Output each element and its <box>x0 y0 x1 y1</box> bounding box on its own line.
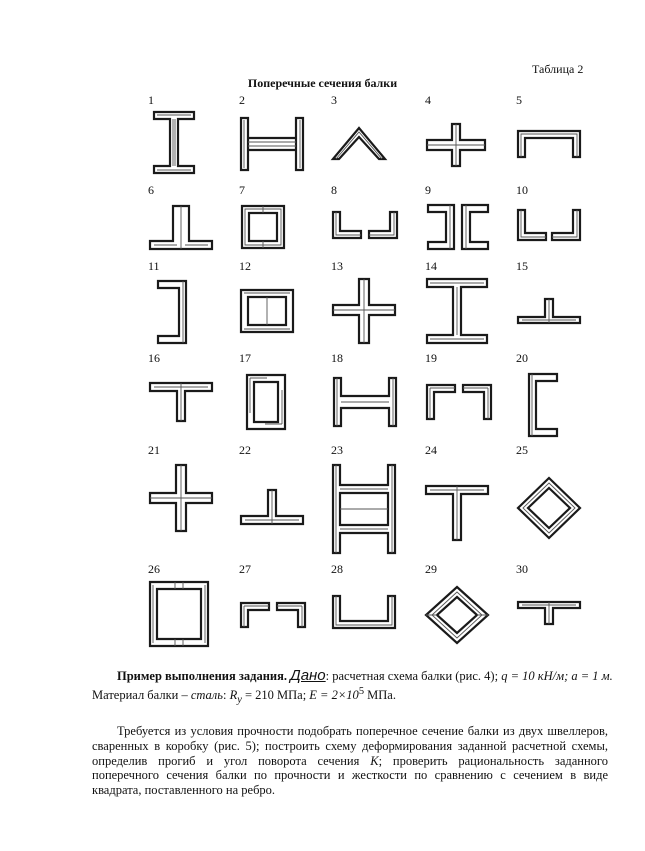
example-paragraph <box>92 667 613 708</box>
ry-symbol: R <box>229 688 238 703</box>
section-double-h <box>331 463 397 555</box>
section-two-channels-web <box>239 116 305 172</box>
section-channel-flanges-down <box>516 128 582 160</box>
figure-number: 13 <box>331 259 343 273</box>
figure-number: 24 <box>425 443 437 457</box>
a-value: a = 1 м. <box>571 669 613 683</box>
figure-number: 6 <box>148 183 154 197</box>
section-two-angles-top-apart <box>239 601 307 629</box>
material-value: сталь <box>190 688 223 703</box>
figure-number: 8 <box>331 183 337 197</box>
figure-number: 9 <box>425 183 431 197</box>
figure-number: 16 <box>148 351 160 365</box>
figure-number: 11 <box>148 259 160 273</box>
figure-number: 23 <box>331 443 343 457</box>
task-text-b: ; проверить рациональность заданного поперечного сечения балки по прочности и жесткости по сравнению с сечением в виде квадрата, поставленного на ребро. <box>92 753 608 798</box>
section-two-angles-tee <box>148 203 214 251</box>
section-two-channels-back <box>426 203 490 251</box>
section-tee-down-wide <box>424 484 490 542</box>
section-tee-down-thin <box>516 600 582 626</box>
e-value: E = 2×10 <box>309 688 359 703</box>
figure-number: 25 <box>516 443 528 457</box>
section-i-beam-heavy <box>425 277 489 345</box>
material-colon: : <box>222 688 230 703</box>
figure-number: 19 <box>425 351 437 365</box>
figure-number: 7 <box>239 183 245 197</box>
figure-number: 17 <box>239 351 251 365</box>
figure-number: 15 <box>516 259 528 273</box>
ry-subscript: y <box>237 694 242 706</box>
section-angles-box <box>240 204 286 250</box>
e-exponent: 5 <box>358 686 365 697</box>
figure-number: 26 <box>148 562 160 576</box>
figure-number: 20 <box>516 351 528 365</box>
given-label: Дано <box>290 667 326 684</box>
example-heading: Пример выполнения задания. <box>117 669 288 683</box>
section-i-beam <box>152 110 197 175</box>
section-bracket-box <box>148 580 210 648</box>
material-label: Материал балки – <box>92 688 191 703</box>
section-channel-up <box>331 594 397 630</box>
e-unit: МПа. <box>364 688 396 703</box>
section-two-angles-apart <box>331 210 399 240</box>
figure-number: 22 <box>239 443 251 457</box>
figure-number: 30 <box>516 562 528 576</box>
section-channels-box <box>239 288 295 334</box>
section-h-beam <box>332 376 398 428</box>
figure-number: 2 <box>239 93 245 107</box>
section-k-letter: K <box>370 753 379 768</box>
figure-number: 27 <box>239 562 251 576</box>
section-tee-up <box>239 488 305 526</box>
table-label: Таблица 2 <box>532 62 584 76</box>
section-z-box <box>245 373 287 431</box>
figure-number: 3 <box>331 93 337 107</box>
ry-value: = 210 МПа; <box>241 688 310 703</box>
section-diamond <box>516 476 582 540</box>
section-channel-right <box>156 279 188 345</box>
section-four-angles-cross <box>331 277 397 345</box>
figure-number: 18 <box>331 351 343 365</box>
task-text-a: Требуется из условия прочности подобрать поперечное сечение балки из двух швеллеров, сваренных в коробку (рис. 5); построить схему деформирования заданной расчетной схемы, определив прогиб и угол поворота сечения <box>92 724 608 768</box>
example-line-2 <box>92 684 608 708</box>
figure-number: 12 <box>239 259 251 273</box>
figure-number: 4 <box>425 93 431 107</box>
section-channel-left <box>527 372 559 438</box>
section-two-angles-corners <box>516 208 582 242</box>
section-tee-down <box>148 381 214 423</box>
section-small-tee-up <box>516 297 582 325</box>
section-cross-angles <box>425 122 487 168</box>
figure-number: 28 <box>331 562 343 576</box>
figure-number: 14 <box>425 259 437 273</box>
given-text: : расчетная схема балки (рис. 4); <box>325 669 502 683</box>
figure-number: 10 <box>516 183 528 197</box>
task-paragraph <box>92 724 608 798</box>
section-two-angles-top <box>425 383 493 421</box>
figure-number: 21 <box>148 443 160 457</box>
figure-number: 5 <box>516 93 522 107</box>
section-single-angle <box>331 125 387 163</box>
section-diamond-angles <box>424 585 490 645</box>
section-large-cross <box>148 463 214 533</box>
example-line-1 <box>92 667 613 684</box>
table-title: Поперечные сечения балки <box>247 76 398 90</box>
q-value: q = 10 кН/м; <box>501 669 572 683</box>
figure-number: 29 <box>425 562 437 576</box>
figure-number: 1 <box>148 93 154 107</box>
